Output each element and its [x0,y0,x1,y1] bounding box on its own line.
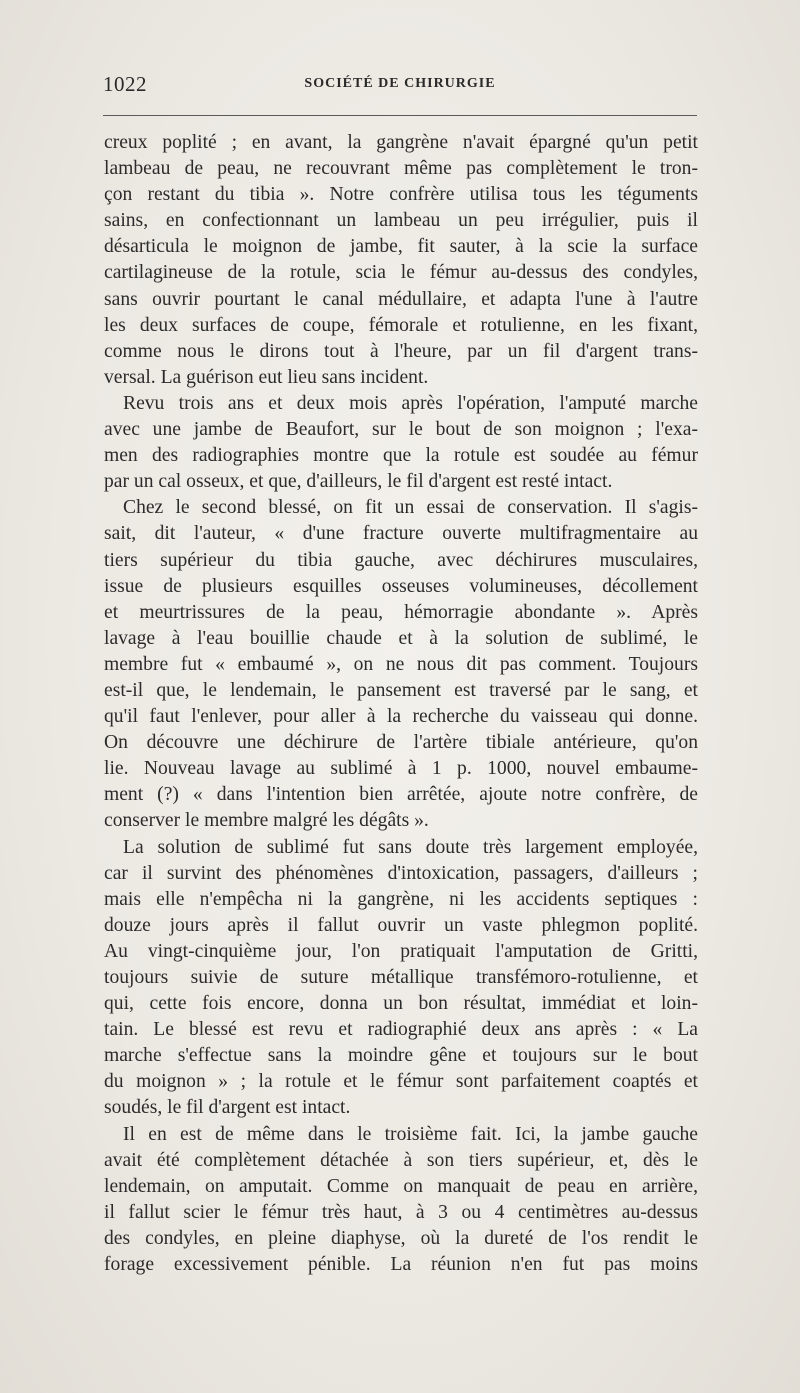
text-line: avait été complètement détachée à son tiers supérieur, et, dès le [104,1149,698,1171]
text-line: est-il que, le lendemain, le pansement est traversé par le sang, et [104,679,698,701]
paragraph [104,495,698,834]
text-line: car il survint des phénomènes d'intoxication, passagers, d'ailleurs ; [104,862,698,884]
text-line: Au vingt-cinquième jour, l'on pratiquait l'amputation de Gritti, [104,940,698,962]
text-line: du moignon » ; la rotule et le fémur sont parfaitement coaptés et [104,1071,698,1093]
text-line: sans ouvrir pourtant le canal médullaire, et adapta l'une à l'autre [104,288,698,310]
text-line: men des radiographies montre que la rotule est soudée au fémur [104,445,698,467]
text-line: qu'il faut l'enlever, pour aller à la recherche du vaisseau qui donne. [104,706,698,728]
running-head [103,72,697,98]
text-line: et meurtrissures de la peau, hémorragie abondante ». Après [104,601,698,623]
text-line: mais elle n'empêcha ni la gangrène, ni les accidents septiques : [104,888,698,910]
body-text [104,130,698,1278]
page-number: 1022 [103,72,147,96]
text-line: forage excessivement pénible. La réunion n'en fut pas moins [104,1254,698,1276]
text-line: désarticula le moignon de jambe, fit sauter, à la scie la surface [104,236,698,258]
text-line: toujours suivie de suture métallique transfémoro-rotulienne, et [104,967,698,988]
text-line: lambeau de peau, ne recouvrant même pas complètement le tron- [104,158,698,180]
text-line: il fallut scier le fémur très haut, à 3 ou 4 centimètres au-dessus [104,1201,698,1223]
text-line: membre fut « embaumé », on ne nous dit pas comment. Toujours [104,653,698,675]
paragraph [104,835,698,1122]
text-line: qui, cette fois encore, donna un bon résultat, immédiat et loin- [104,993,698,1015]
text-line: La solution de sublimé fut sans doute très largement employée, [123,836,698,858]
text-line: Revu trois ans et deux mois après l'opération, l'amputé marche [123,392,698,414]
text-line: par un cal osseux, et que, d'ailleurs, le fil d'argent est resté intact. [104,471,613,493]
text-line: issue de plusieurs esquilles osseuses volumineuses, décollement [104,575,698,597]
text-line: douze jours après il fallut ouvrir un vaste phlegmon poplité. [104,914,698,936]
text-line: tiers supérieur du tibia gauche, avec déchirures musculaires, [104,549,698,571]
text-line: soudés, le fil d'argent est intact. [104,1097,351,1119]
text-line: creux poplité ; en avant, la gangrène n'avait épargné qu'un petit [104,132,698,153]
text-line: sait, dit l'auteur, « d'une fracture ouverte multifragmentaire au [104,523,698,545]
header-rule [103,115,697,116]
text-line: cartilagineuse de la rotule, scia le fémur au-dessus des condyles, [104,262,698,284]
text-line: ment (?) « dans l'intention bien arrêtée, ajoute notre confrère, de [104,784,698,806]
text-line: lendemain, on amputait. Comme on manquait de peau en arrière, [104,1175,698,1197]
text-line: des condyles, en pleine diaphyse, où la dureté de l'os rendit le [104,1227,698,1249]
text-line: çon restant du tibia ». Notre confrère utilisa tous les téguments [104,184,698,206]
text-line: lie. Nouveau lavage au sublimé à 1 p. 1000, nouvel embaume- [104,758,698,780]
text-line: les deux surfaces de coupe, fémorale et rotulienne, en les fixant, [104,314,698,336]
paragraph [104,1122,698,1279]
text-line: marche s'effectue sans la moindre gêne et toujours sur le bout [104,1045,698,1067]
journal-title: SOCIÉTÉ DE CHIRURGIE [304,76,496,91]
text-line: comme nous le dirons tout à l'heure, par un fil d'argent trans- [104,340,698,362]
text-line: versal. La guérison eut lieu sans incident. [104,366,429,388]
text-line: conserver le membre malgré les dégâts ». [104,810,429,832]
text-line: sains, en confectionnant un lambeau un peu irrégulier, puis il [104,210,698,232]
text-line: avec une jambe de Beaufort, sur le bout de son moignon ; l'exa- [104,419,698,441]
text-line: Chez le second blessé, on fit un essai de conservation. Il s'agis- [123,497,698,519]
text-line: Il en est de même dans le troisième fait. Ici, la jambe gauche [123,1123,698,1145]
paragraph [104,130,698,391]
paragraph [104,391,698,495]
text-line: On découvre une déchirure de l'artère tibiale antérieure, qu'on [104,732,698,754]
text-line: lavage à l'eau bouillie chaude et à la solution de sublimé, le [104,627,698,649]
text-line: tain. Le blessé est revu et radiographié deux ans après : « La [104,1019,698,1041]
